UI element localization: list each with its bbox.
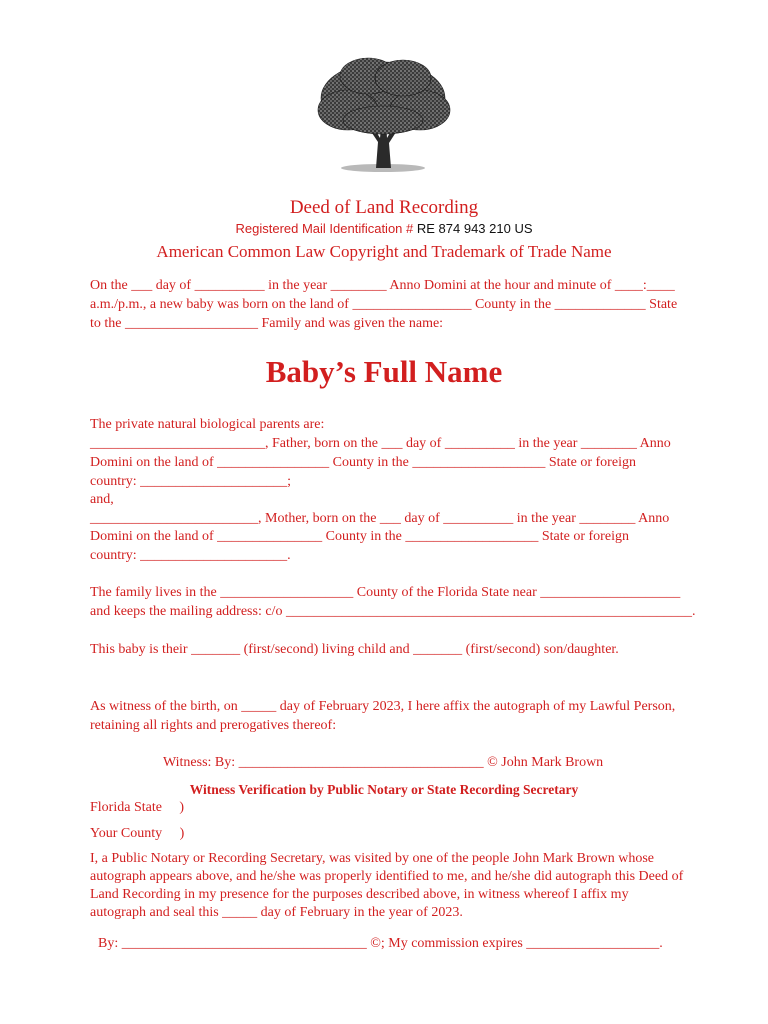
registered-mail-line (0, 221, 768, 236)
document-title: Deed of Land Recording (289, 197, 479, 218)
father-line-1: _________________________, Father, born on the ___ day of __________ in the year ________ Anno (90, 436, 671, 451)
verification-state: Florida State ) (90, 800, 185, 815)
registered-mail-number: RE 874 943 210 US (416, 221, 533, 236)
birth-line-3: to the ___________________ Family and was given the name: (90, 316, 444, 331)
family-line-1: The family lives in the ___________________ County of the Florida State near ____________________ (90, 585, 681, 600)
family-line-2: and keeps the mailing address: c/o __________________________________________________________. (90, 604, 696, 619)
parents-intro: The private natural biological parents are: (90, 417, 325, 432)
registered-mail-label: Registered Mail Identification # (235, 221, 414, 236)
verification-line-4: autograph and seal this _____ day of February in the year of 2023. (90, 905, 463, 920)
verification-heading: Witness Verification by Public Notary or State Recording Secretary (189, 782, 579, 797)
father-line-3: country: _____________________; (90, 474, 292, 489)
birth-line-1: On the ___ day of __________ in the year ________ Anno Domini at the hour and minute of ____:____ (90, 278, 675, 293)
oak-tree-icon (308, 50, 458, 180)
birth-line-2: a.m./p.m., a new baby was born on the land of _________________ County in the _____________ State (90, 297, 678, 312)
witness-signature-line: Witness: By: ___________________________________ © John Mark Brown (163, 755, 604, 770)
verification-line-2: autograph appears above, and he/she was properly identified to me, and he/she did autograph this Deed of (90, 869, 684, 884)
child-order-line: This baby is their _______ (first/second) living child and _______ (first/second) son/daughter. (90, 642, 619, 657)
notary-signature-line: By: ___________________________________ ©; My commission expires ___________________. (98, 936, 663, 951)
witness-line-2: retaining all rights and prerogatives thereof: (90, 718, 337, 733)
document-subtitle: American Common Law Copyright and Trademark of Trade Name (156, 242, 612, 261)
father-line-2: Domini on the land of ________________ County in the ___________________ State or foreign (90, 455, 636, 470)
verification-line-1: I, a Public Notary or Recording Secretary, was visited by one of the people John Mark Brown whose (90, 851, 655, 866)
mother-line-2: Domini on the land of _______________ County in the ___________________ State or foreign (90, 529, 629, 544)
verification-county: Your County ) (90, 826, 185, 841)
verification-line-3: Land Recording in my presence for the purposes described above, in witness whereof I affix my (90, 887, 629, 902)
mother-line-3: country: _____________________. (90, 548, 291, 563)
witness-line-1: As witness of the birth, on _____ day of February 2023, I here affix the autograph of my Lawful Person, (90, 699, 676, 714)
baby-full-name: Baby’s Full Name (265, 354, 503, 389)
and-line: and, (90, 492, 114, 507)
mother-line-1: ________________________, Mother, born on the ___ day of __________ in the year ________ Anno (90, 511, 670, 526)
